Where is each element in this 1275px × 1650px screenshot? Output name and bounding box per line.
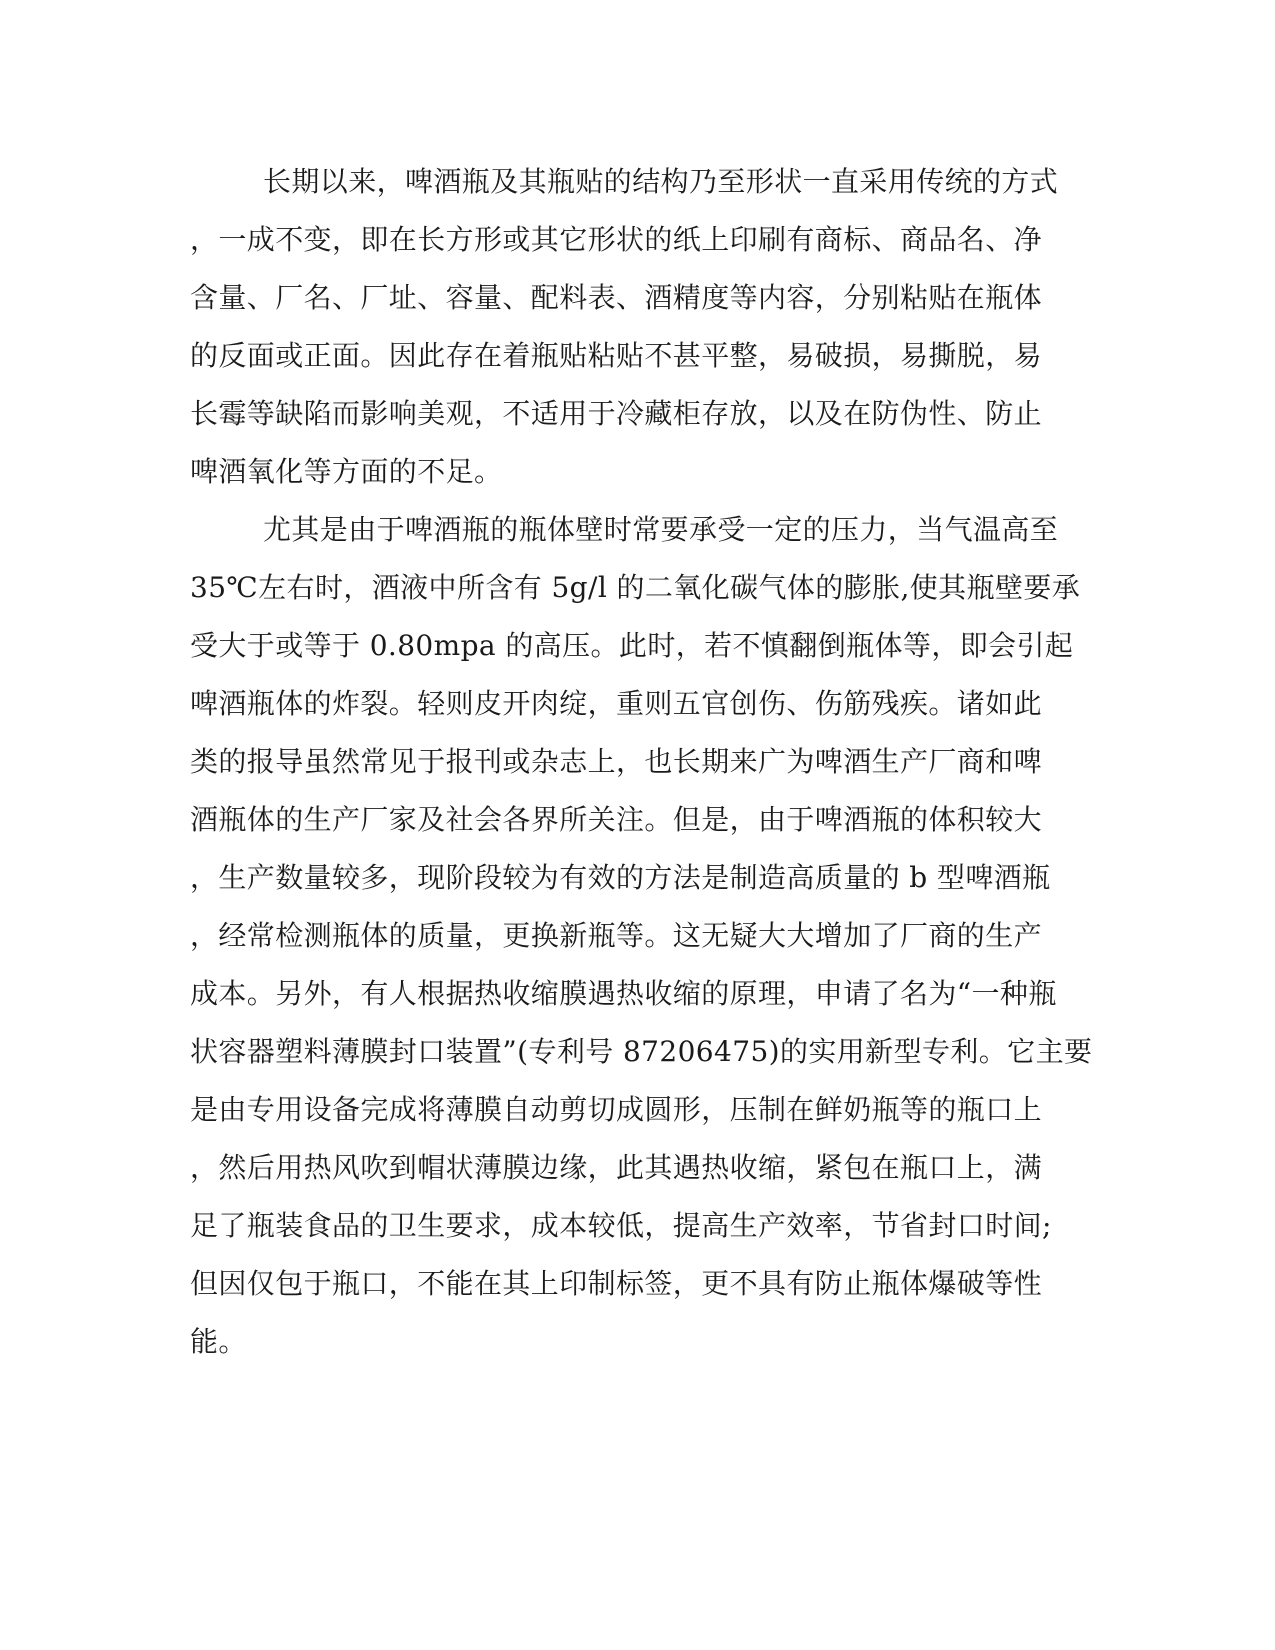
paragraph-line: ，生产数量较多，现阶段较为有效的方法是制造高质量的 b 型啤酒瓶: [190, 861, 1051, 894]
paragraph-line: ，一成不变，即在长方形或其它形状的纸上印刷有商标、商品名、净: [190, 223, 1043, 256]
paragraph-line: 能。: [190, 1325, 247, 1358]
paragraph-line: 但因仅包于瓶口，不能在其上印制标签，更不具有防止瓶体爆破等性: [190, 1267, 1043, 1300]
paragraph-line: 足了瓶装食品的卫生要求，成本较低，提高生产效率，节省封口时间;: [190, 1209, 1052, 1242]
paragraph-line: 类的报导虽然常见于报刊或杂志上，也长期来广为啤酒生产厂商和啤: [190, 745, 1043, 778]
paragraph-line: 酒瓶体的生产厂家及社会各界所关注。但是，由于啤酒瓶的体积较大: [190, 803, 1043, 836]
paragraph-line: 是由专用设备完成将薄膜自动剪切成圆形，压制在鲜奶瓶等的瓶口上: [190, 1093, 1043, 1126]
paragraph-line: 35℃左右时，酒液中所含有 5g/l 的二氧化碳气体的膨胀,使其瓶壁要承: [190, 571, 1081, 604]
paragraph-line: ，然后用热风吹到帽状薄膜边缘，此其遇热收缩，紧包在瓶口上，满: [190, 1151, 1043, 1184]
paragraph-line: 成本。另外，有人根据热收缩膜遇热收缩的原理，申请了名为“一种瓶: [190, 977, 1057, 1010]
paragraph-line: ，经常检测瓶体的质量，更换新瓶等。这无疑大大增加了厂商的生产: [190, 919, 1043, 952]
paragraph-line: 长霉等缺陷而影响美观，不适用于冷藏柜存放，以及在防伪性、防止: [190, 397, 1043, 430]
paragraph-line: 啤酒氧化等方面的不足。: [190, 455, 503, 488]
paragraph-line: 尤其是由于啤酒瓶的瓶体壁时常要承受一定的压力，当气温高至: [263, 513, 1059, 546]
paragraph-line: 受大于或等于 0.80mpa 的高压。此时，若不慎翻倒瓶体等，即会引起: [190, 629, 1074, 662]
paragraph-line: 的反面或正面。因此存在着瓶贴粘贴不甚平整，易破损，易撕脱，易: [190, 339, 1043, 372]
paragraph-line: 啤酒瓶体的炸裂。轻则皮开肉绽，重则五官创伤、伤筋残疾。诸如此: [190, 687, 1043, 720]
paragraph-line: 长期以来，啤酒瓶及其瓶贴的结构乃至形状一直采用传统的方式: [263, 165, 1059, 198]
paragraph-line: 状容器塑料薄膜封口装置”(专利号 87206475)的实用新型专利。它主要: [190, 1035, 1093, 1068]
paragraph-line: 含量、厂名、厂址、容量、配料表、酒精度等内容，分别粘贴在瓶体: [190, 281, 1043, 314]
